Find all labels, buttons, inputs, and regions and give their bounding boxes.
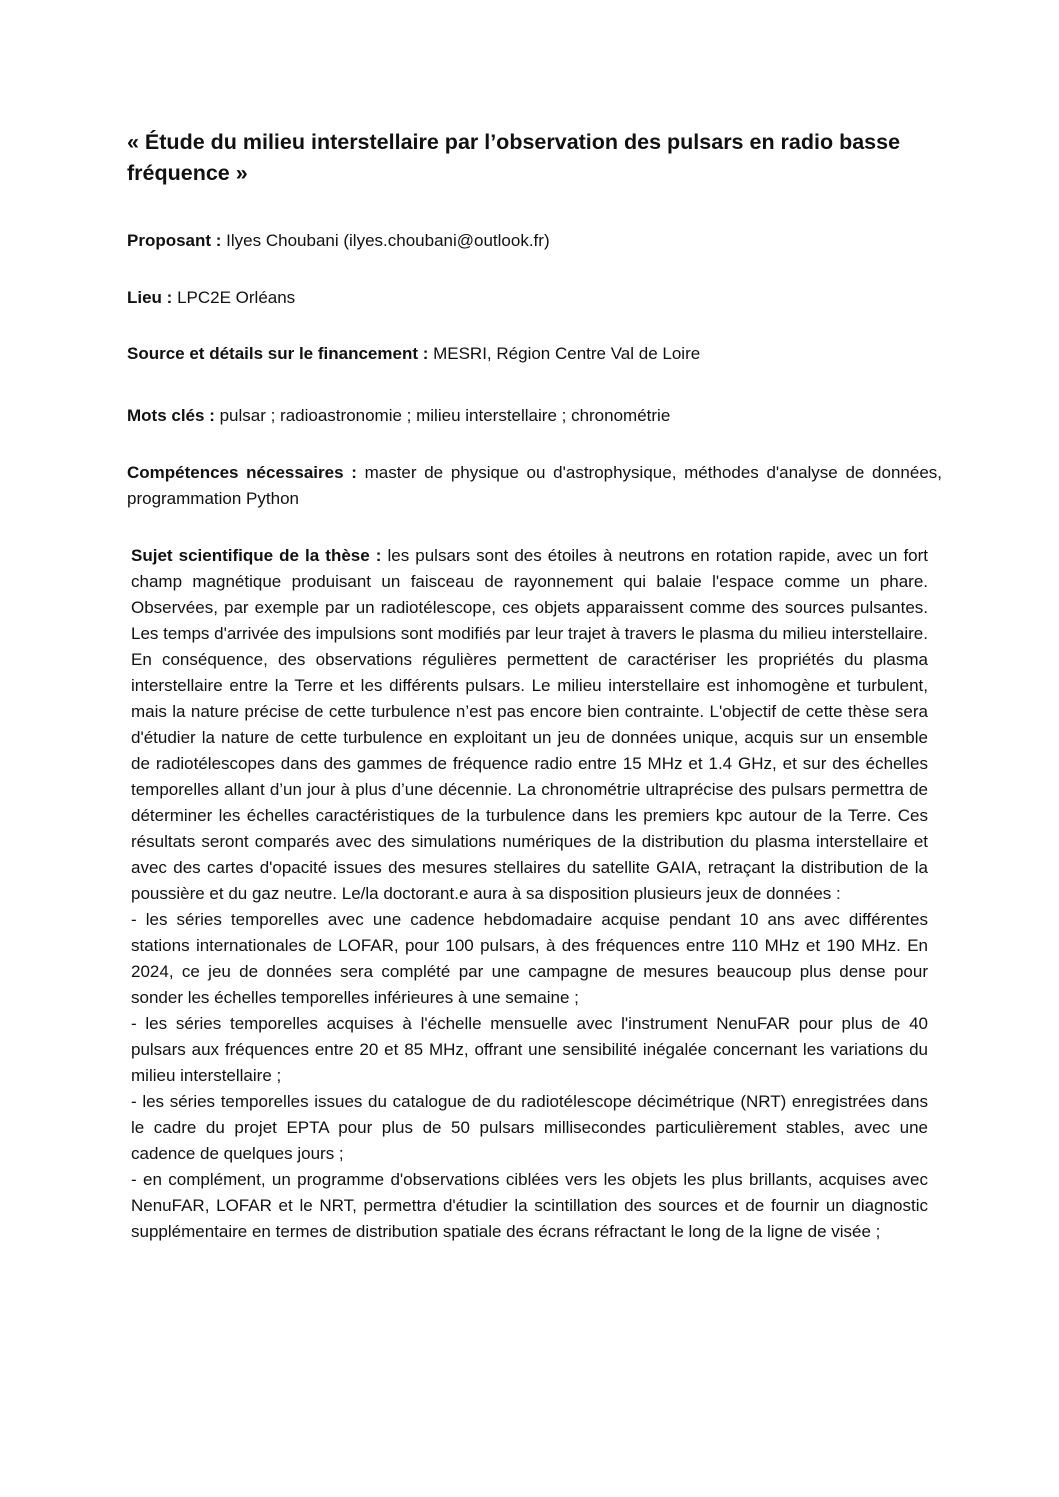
mots-cles-label: Mots clés :	[127, 406, 215, 425]
proposant-label: Proposant :	[127, 231, 222, 250]
mots-cles-value: pulsar ; radioastronomie ; milieu interstellaire ; chronométrie	[214, 406, 671, 425]
competences-label: Compétences nécessaires :	[127, 463, 357, 482]
financement-value: MESRI, Région Centre Val de Loire	[428, 344, 701, 363]
sujet-item-2: - les séries temporelles acquises à l'échelle mensuelle avec l'instrument NenuFAR pour plus de 40 pulsars aux fréquences entre 20 et 85 MHz, offrant une sensibilité inégalée concernant les variations du milieu interstellaire ;	[131, 1014, 928, 1085]
document-title: « Étude du milieu interstellaire par l’observation des pulsars en radio basse fréquence »	[127, 130, 901, 185]
proposant-field	[127, 228, 942, 254]
lieu-field	[127, 285, 942, 311]
proposant-value: Ilyes Choubani (ilyes.choubani@outlook.fr)	[221, 231, 550, 250]
competences-value: master de physique ou d'astrophysique, méthodes d'analyse de données, programmation Python	[127, 463, 942, 508]
financement-label: Source et détails sur le financement :	[127, 344, 429, 363]
sujet-section	[131, 543, 928, 1245]
lieu-label: Lieu :	[127, 288, 173, 307]
sujet-item-1: - les séries temporelles avec une cadence hebdomadaire acquise pendant 10 ans avec différentes stations internationales de LOFAR, pour 100 pulsars, à des fréquences entre 110 MHz et 190 MHz. En 2024, ce jeu de données sera complété par une campagne de mesures beaucoup plus dense pour sonder les échelles temporelles inférieures à une semaine ;	[131, 910, 928, 1007]
sujet-label: Sujet scientifique de la thèse :	[131, 546, 382, 565]
financement-field	[127, 341, 942, 367]
sujet-item-4: - en complément, un programme d'observations ciblées vers les objets les plus brillants, acquises avec NenuFAR, LOFAR et le NRT, permettra d'étudier la scintillation des sources et de fournir un diagnostic supplémentaire en termes de distribution spatiale des écrans réfractant le long de la ligne de visée ;	[131, 1170, 928, 1241]
sujet-intro: les pulsars sont des étoiles à neutrons en rotation rapide, avec un fort champ magnétique produisant un faisceau de rayonnement qui balaie l'espace comme un phare. Observées, par exemple par un radiotélescope, ces objets apparaissent comme des sources pulsantes. Les temps d'arrivée des impulsions sont modifiés par leur trajet à travers le plasma du milieu interstellaire. En conséquence, des observations régulières permettent de caractériser les propriétés du plasma interstellaire entre la Terre et les différents pulsars. Le milieu interstellaire est inhomogène et turbulent, mais la nature précise de cette turbulence n’est pas encore bien contrainte. L'objectif de cette thèse sera d'étudier la nature de cette turbulence en exploitant un jeu de données unique, acquis sur un ensemble de radiotélescopes dans des gammes de fréquence radio entre 15 MHz et 1.4 GHz, et sur des échelles temporelles allant d’un jour à plus d’une décennie. La chronométrie ultraprécise des pulsars permettra de déterminer les échelles caractéristiques de la turbulence dans les premiers kpc autour de la Terre. Ces résultats seront comparés avec des simulations numériques de la distribution du plasma interstellaire et avec des cartes d'opacité issues des mesures stellaires du satellite GAIA, retraçant la distribution de la poussière et du gaz neutre. Le/la doctorant.e aura à sa disposition plusieurs jeux de données :	[131, 546, 929, 903]
competences-field	[127, 460, 942, 512]
mots-cles-field	[127, 403, 942, 429]
sujet-item-3: - les séries temporelles issues du catalogue de du radiotélescope décimétrique (NRT) enregistrées dans le cadre du projet EPTA pour plus de 50 pulsars millisecondes particulièrement stables, avec une cadence de quelques jours ;	[131, 1092, 928, 1163]
sujet-intro-paragraph	[131, 543, 928, 907]
lieu-value: LPC2E Orléans	[172, 288, 296, 307]
